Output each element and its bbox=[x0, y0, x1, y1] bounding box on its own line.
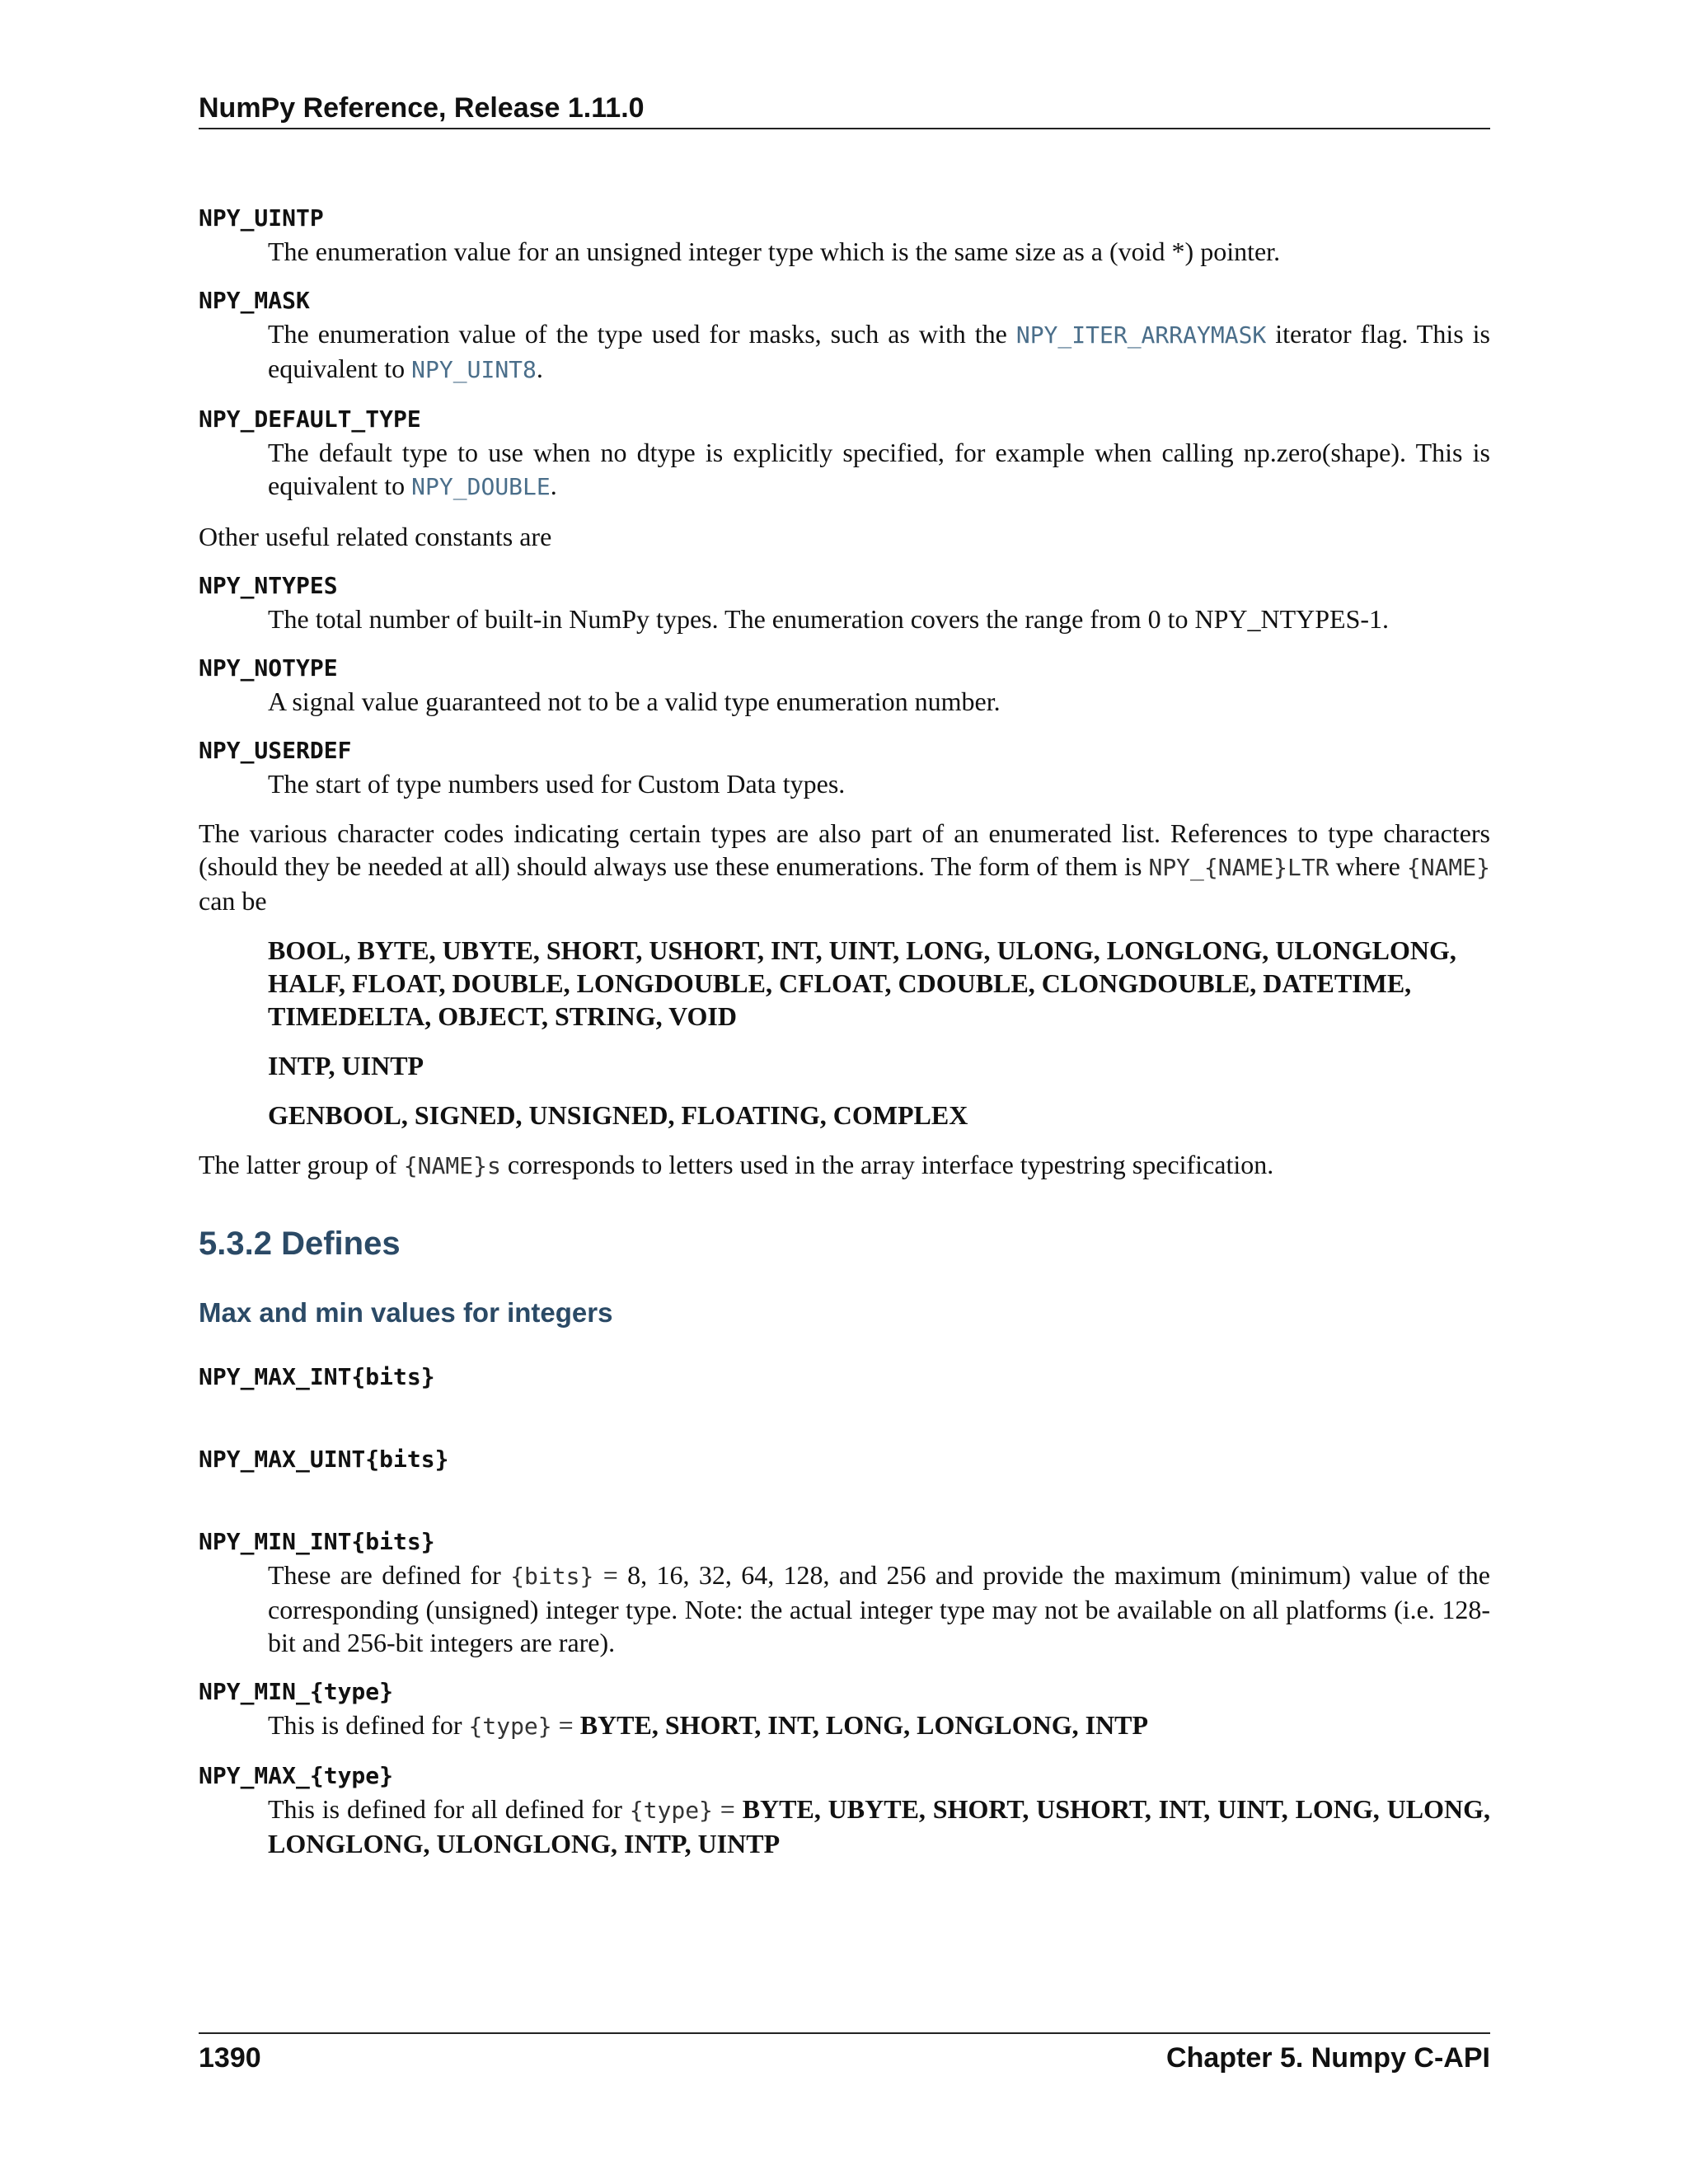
text: iterator flag. This is equivalent to bbox=[268, 319, 1491, 383]
define-description bbox=[268, 1558, 1490, 1659]
inline-code: {type} bbox=[468, 1713, 552, 1740]
latter-group-paragraph bbox=[199, 1148, 1490, 1183]
constant-description: The enumeration value for an unsigned integer type which is the same size as a (void *) pointer. bbox=[268, 237, 1281, 266]
text: = bbox=[551, 1710, 580, 1740]
entry-min-type bbox=[199, 1675, 1490, 1743]
entry-min-int bbox=[199, 1526, 1490, 1659]
type-group-primary: BOOL, BYTE, UBYTE, SHORT, USHORT, INT, UINT, LONG, ULONG, LONGLONG, ULONGLONG, HALF, FLOAT, DOUBLE, LONGDOUBLE, CFLOAT, CDOUBLE, CLONGDOUBLE, DATETIME, TIMEDELTA, OBJECT, STRING, VOID bbox=[268, 935, 1456, 1031]
subsection-heading: Max and min values for integers bbox=[199, 1297, 613, 1328]
text: can be bbox=[199, 886, 267, 916]
other-constants-intro: Other useful related constants are bbox=[199, 522, 552, 551]
text: This is defined for bbox=[268, 1710, 469, 1740]
constant-name: NPY_NOTYPE bbox=[199, 654, 338, 682]
entry-max-type bbox=[199, 1760, 1490, 1860]
type-group-pointer: INTP, UINTP bbox=[268, 1051, 424, 1080]
constant-description: The total number of built-in NumPy types. The enumeration covers the range from 0 to NPY_NTYPES-1. bbox=[268, 604, 1390, 634]
entry-npy-userdef bbox=[199, 734, 1490, 800]
section-title: Defines bbox=[281, 1226, 401, 1262]
page-number: 1390 bbox=[199, 2042, 261, 2074]
entry-npy-notype bbox=[199, 652, 1490, 718]
running-title: NumPy Reference, Release 1.11.0 bbox=[199, 92, 645, 124]
entry-npy-mask bbox=[199, 284, 1490, 387]
constant-name: NPY_NTYPES bbox=[199, 572, 338, 599]
entry-npy-ntypes bbox=[199, 569, 1490, 635]
spacer bbox=[199, 1394, 1490, 1443]
text: This is defined for all defined for bbox=[268, 1794, 630, 1824]
define-min-type: NPY_MIN_{type} bbox=[199, 1678, 394, 1705]
inline-code: NPY_{NAME}LTR bbox=[1148, 854, 1329, 881]
constant-name: NPY_USERDEF bbox=[199, 737, 352, 764]
define-max-int: NPY_MAX_INT{bits} bbox=[199, 1363, 435, 1390]
text: The latter group of bbox=[199, 1150, 404, 1179]
section-heading bbox=[199, 1224, 1490, 1263]
page-content bbox=[199, 202, 1490, 1877]
link-npy-uint8[interactable]: NPY_UINT8 bbox=[411, 356, 537, 383]
define-max-uint: NPY_MAX_UINT{bits} bbox=[199, 1446, 449, 1473]
constant-description: The start of type numbers used for Custom Data types. bbox=[268, 769, 846, 799]
inline-code: {type} bbox=[629, 1797, 713, 1824]
text: = bbox=[712, 1794, 743, 1824]
text: The various character codes indicating certain types are also part of an enumerated list. References to type characters (should they be needed at all) should always use these enumerations. The form of them is bbox=[199, 818, 1490, 881]
inline-code: {NAME} bbox=[1406, 854, 1491, 881]
type-group-generic: GENBOOL, SIGNED, UNSIGNED, FLOATING, COMPLEX bbox=[268, 1100, 968, 1130]
define-min-int: NPY_MIN_INT{bits} bbox=[199, 1528, 435, 1555]
constant-name: NPY_UINTP bbox=[199, 204, 324, 232]
section-number: 5.3.2 bbox=[199, 1226, 272, 1262]
inline-code: {bits} bbox=[510, 1563, 594, 1590]
constant-name: NPY_DEFAULT_TYPE bbox=[199, 405, 421, 433]
type-list: BYTE, UBYTE, SHORT, USHORT, INT, UINT, LONG, ULONG, LONGLONG, ULONGLONG, INTP, UINTP bbox=[268, 1794, 1491, 1858]
text: The default type to use when no dtype is explicitly specified, for example when calling np.zero(shape). This is equivalent to bbox=[268, 438, 1490, 500]
entry-npy-default-type bbox=[199, 403, 1490, 504]
constant-description bbox=[268, 317, 1490, 387]
define-max-type: NPY_MAX_{type} bbox=[199, 1762, 394, 1789]
define-description bbox=[268, 1793, 1490, 1860]
page-footer bbox=[199, 2032, 1490, 2074]
text: . bbox=[550, 471, 557, 500]
entry-npy-uintp bbox=[199, 202, 1490, 268]
constant-description: A signal value guaranteed not to be a valid type enumeration number. bbox=[268, 687, 1001, 716]
page-header bbox=[199, 92, 1490, 129]
text: The enumeration value of the type used for masks, such as with the bbox=[268, 319, 1016, 349]
text: corresponds to letters used in the array interface typestring specification. bbox=[500, 1150, 1274, 1179]
text: . bbox=[536, 354, 543, 383]
link-npy-iter-arraymask[interactable]: NPY_ITER_ARRAYMASK bbox=[1015, 321, 1267, 349]
text: These are defined for bbox=[268, 1560, 511, 1590]
constant-description bbox=[268, 436, 1490, 504]
text: where bbox=[1329, 851, 1407, 881]
constant-name: NPY_MASK bbox=[199, 287, 310, 314]
define-description bbox=[268, 1708, 1490, 1743]
type-list: BYTE, SHORT, INT, LONG, LONGLONG, INTP bbox=[579, 1710, 1149, 1740]
inline-code: {NAME}s bbox=[403, 1152, 501, 1179]
link-npy-double[interactable]: NPY_DOUBLE bbox=[411, 473, 551, 500]
chapter-title: Chapter 5. Numpy C-API bbox=[1166, 2042, 1490, 2074]
text: = 8, 16, 32, 64, 128, and 256 and provide the maximum (minimum) value of the corresponding (unsigned) integer type. Note: the actual integer type may not be available on all platforms (i.e. 128-bit and 256-bit integers are rare). bbox=[268, 1560, 1491, 1657]
char-codes-paragraph bbox=[199, 817, 1490, 917]
spacer bbox=[199, 1476, 1490, 1526]
